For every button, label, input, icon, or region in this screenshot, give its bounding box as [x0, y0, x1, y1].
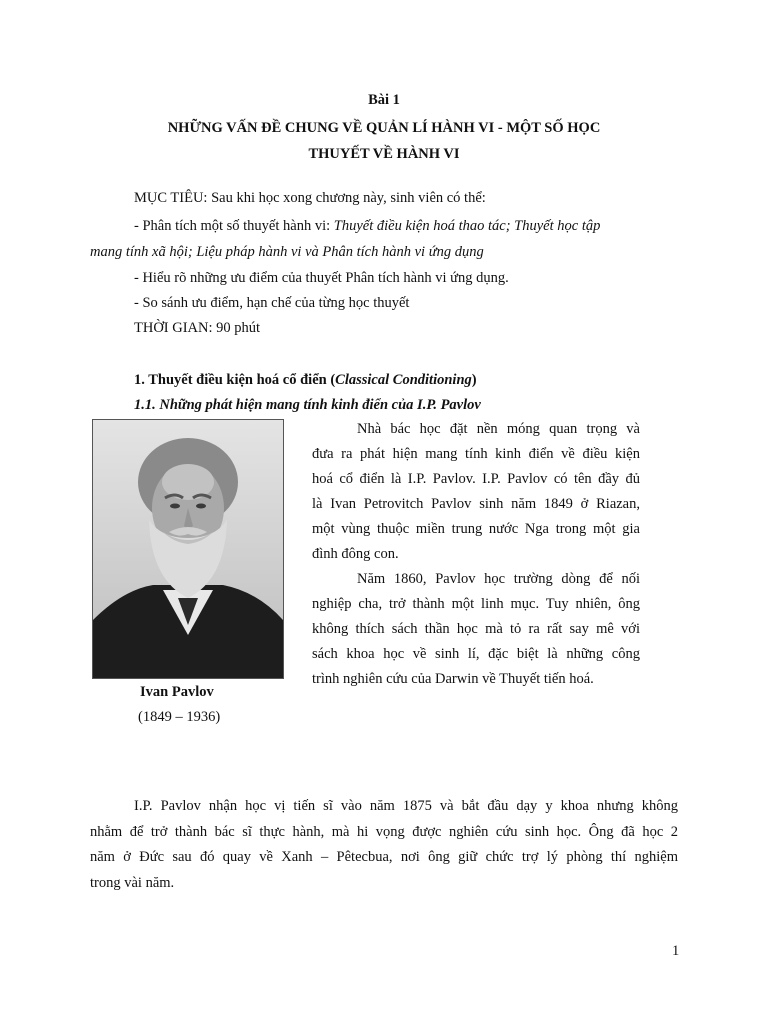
paragraph-2-line-1: Năm 1860, Pavlov học trường dòng để nối — [357, 571, 640, 587]
portrait-caption-name: Ivan Pavlov — [140, 684, 214, 700]
paragraph-3-line-3: năm ở Đức sau đó quay về Xanh – Pêtecbua, nơi ông giữ chức trợ lý phòng thí nghiệm — [90, 849, 678, 865]
objective-item-2: - Hiểu rõ những ưu điểm của thuyết Phân tích hành vi ứng dụng. — [134, 270, 509, 286]
objectives-intro: MỤC TIÊU: Sau khi học xong chương này, sinh viên có thể: — [134, 190, 486, 206]
paragraph-2-line-2: nghiệp cha, trở thành một linh mục. Tuy nhiên, ông — [312, 596, 640, 612]
paragraph-1-line-5: một vùng thuộc miền trung nước Nga trong một gia — [312, 521, 640, 537]
paragraph-1-line-1: Nhà bác học đặt nền móng quan trọng và — [357, 421, 640, 437]
lesson-title-line-2: THUYẾT VỀ HÀNH VI — [308, 146, 460, 162]
portrait-illustration — [93, 420, 283, 678]
lesson-title-line-1: NHỮNG VẤN ĐỀ CHUNG VỀ QUẢN LÍ HÀNH VI - MỘT SỐ HỌC — [167, 120, 601, 136]
section-1-heading — [134, 372, 477, 389]
paragraph-1-line-3: hoá cổ điển là I.P. Pavlov. I.P. Pavlov có tên đầy đủ — [312, 471, 640, 487]
paragraph-3-line-4: trong vài năm. — [90, 875, 175, 891]
duration-text: THỜI GIAN: 90 phút — [134, 320, 261, 336]
section-1-heading-suffix: ) — [471, 372, 477, 388]
lesson-label: Bài 1 — [368, 92, 400, 108]
section-1-heading-prefix: 1. Thuyết điều kiện hoá cổ điển ( — [134, 372, 336, 388]
paragraph-2-line-4: sách khoa học về sinh lí, đặc biệt là những công — [312, 646, 640, 662]
paragraph-2-line-5: trình nghiên cứu của Darwin về Thuyết tiến hoá. — [312, 671, 594, 687]
portrait-caption-years: (1849 – 1936) — [138, 709, 221, 725]
section-1-heading-english: Classical Conditioning — [335, 372, 472, 388]
paragraph-1-line-4: là Ivan Petrovitch Pavlov sinh năm 1849 ở Riazan, — [312, 496, 640, 512]
pavlov-portrait-photo — [92, 419, 284, 679]
objective-item-3: - So sánh ưu điểm, hạn chế của từng học thuyết — [134, 295, 410, 311]
section-1-1-subheading: 1.1. Những phát hiện mang tính kinh điển của I.P. Pavlov — [134, 397, 481, 413]
paragraph-1-line-6: đình đông con. — [312, 546, 399, 562]
paragraph-3-line-1: I.P. Pavlov nhận học vị tiến sĩ vào năm 1875 và bắt đầu dạy y khoa nhưng không — [134, 798, 678, 814]
objective-item-1-line-2: mang tính xã hội; Liệu pháp hành vi và Phân tích hành vi ứng dụng — [90, 244, 484, 260]
paragraph-1-line-2: đưa ra phát hiện mang tính kinh điển về điều kiện — [312, 446, 640, 462]
page-number: 1 — [672, 943, 680, 959]
objective-item-1-theories-a: Thuyết điều kiện hoá thao tác; Thuyết học tập — [333, 218, 601, 234]
objective-item-1-line-1 — [134, 218, 600, 235]
paragraph-2-line-3: không thích sách thần học mà tỏ ra rất say mê với — [312, 621, 640, 637]
objective-item-1-prefix: - Phân tích một số thuyết hành vi: — [134, 218, 334, 234]
paragraph-3-line-2: nhằm để trở thành bác sĩ thực hành, mà hi vọng được nghiên cứu sinh học. Ông đã học 2 — [90, 824, 678, 840]
